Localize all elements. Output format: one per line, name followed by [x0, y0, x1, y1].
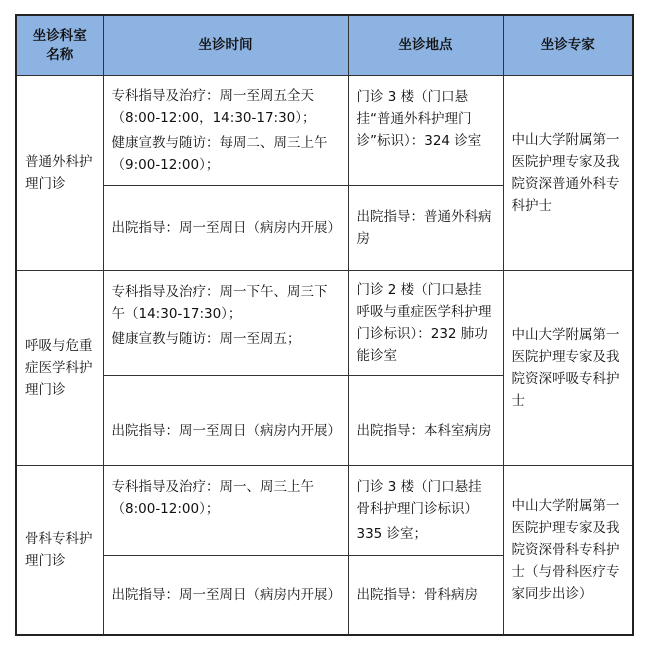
header-dept: 坐诊科室名称 — [16, 15, 103, 76]
location-text: 335 诊室； — [356, 526, 428, 542]
time-text: 专科指导及治疗：周一下午、周三下午（14:30-17:30）； — [111, 284, 328, 322]
time-cell — [103, 76, 348, 186]
location-cell: 门诊 2 楼（门口悬挂呼吸与重症医学科护理门诊标识）：232 肺功能诊室 — [348, 271, 503, 376]
expert-cell: 中山大学附属第一医院护理专家及我院资深呼吸专科护士 — [503, 271, 633, 466]
time-cell: 出院指导：周一至周日（病房内开展） — [103, 376, 348, 466]
time-cell: 出院指导：周一至周日（病房内开展） — [103, 186, 348, 271]
dept-name: 呼吸与危重症医学科护理门诊 — [16, 271, 103, 466]
time-cell — [103, 271, 348, 376]
location-cell — [348, 466, 503, 556]
clinic-schedule-table — [15, 14, 634, 636]
location-cell: 门诊 3 楼（门口悬挂“普通外科护理门诊”标识）：324 诊室 — [348, 76, 503, 186]
dept-name: 普通外科护理门诊 — [16, 76, 103, 271]
location-cell: 出院指导：普通外科病房 — [348, 186, 503, 271]
time-cell: 出院指导：周一至周日（病房内开展） — [103, 556, 348, 635]
time-text: 健康宣教与随访：周一至周五； — [111, 331, 301, 347]
time-cell: 专科指导及治疗：周一、周三上午（8:00-12:00）； — [103, 466, 348, 556]
table-row — [16, 76, 633, 186]
expert-cell: 中山大学附属第一医院护理专家及我院资深骨科专科护士（与骨科医疗专家同步出诊） — [503, 466, 633, 635]
header-location: 坐诊地点 — [348, 15, 503, 76]
location-cell: 出院指导：本科室病房 — [348, 376, 503, 466]
dept-name: 骨科专科护理门诊 — [16, 466, 103, 635]
table-row — [16, 271, 633, 376]
header-row — [16, 15, 633, 76]
expert-cell: 中山大学附属第一医院护理专家及我院资深普通外科专科护士 — [503, 76, 633, 271]
table-row — [16, 466, 633, 556]
location-cell: 出院指导：骨科病房 — [348, 556, 503, 635]
time-text: 专科指导及治疗：周一至周五全天（8:00-12:00，14:30-17:30）； — [111, 88, 316, 126]
time-text: 健康宣教与随访：每周二、周三上午（9:00-12:00）； — [111, 135, 328, 173]
header-time: 坐诊时间 — [103, 15, 348, 76]
header-expert: 坐诊专家 — [503, 15, 633, 76]
location-text: 门诊 3 楼（门口悬挂骨科护理门诊标识） — [356, 479, 482, 517]
